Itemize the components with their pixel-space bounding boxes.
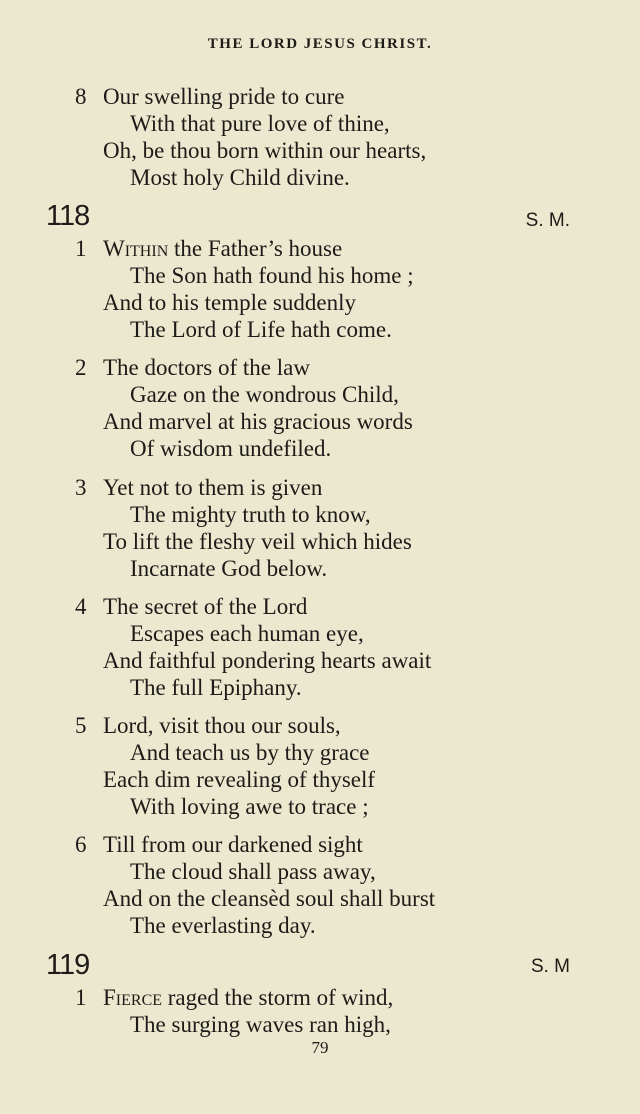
hymn-number: 118 (46, 200, 90, 232)
stanza-number: 6 (75, 832, 87, 857)
verse-line (103, 237, 342, 260)
verse-line: The surging waves ran high, (130, 1012, 391, 1037)
verse-line: And on the cleansèd soul shall burst (103, 886, 436, 911)
hymn-meter: S. M. (525, 210, 570, 231)
verse-line: Each dim revealing of thyself (103, 767, 376, 792)
verse-line: The doctors of the law (103, 355, 310, 380)
stanza-number: 4 (75, 594, 87, 619)
hymn-number: 119 (46, 949, 90, 981)
first-line-rest: raged the storm of wind, (162, 985, 394, 1010)
verse-line: The full Epiphany. (130, 675, 302, 700)
stanza-number: 1 (75, 236, 87, 261)
verse-line: Of wisdom undefiled. (130, 436, 332, 461)
verse-line: Incarnate God below. (130, 556, 328, 581)
page-number: 79 (311, 1038, 329, 1057)
verse-line: Gaze on the wondrous Child, (130, 382, 399, 407)
verse-line: Yet not to them is given (103, 475, 323, 500)
verse-line: Our swelling pride to cure (103, 84, 345, 109)
verse-line: Escapes each human eye, (130, 621, 364, 646)
verse-line: The cloud shall pass away, (130, 859, 376, 884)
verse-line (103, 986, 393, 1009)
first-word: Fierce (103, 985, 163, 1010)
first-word: Within (103, 236, 169, 261)
verse-line: Lord, visit thou our souls, (103, 713, 341, 738)
verse-line: To lift the fleshy veil which hides (103, 529, 412, 554)
verse-line: Oh, be thou born within our hearts, (103, 138, 427, 163)
hymn-meter: S. M (530, 956, 570, 977)
verse-line: Till from our darkened sight (103, 832, 363, 857)
verse-line: Most holy Child divine. (130, 165, 350, 190)
verse-line: With loving awe to trace ; (130, 794, 369, 819)
verse-line: The mighty truth to know, (130, 502, 371, 527)
stanza-number: 8 (75, 84, 87, 109)
verse-line: The Son hath found his home ; (130, 263, 414, 288)
verse-line: And teach us by thy grace (130, 740, 370, 765)
first-line-rest: the Father’s house (168, 236, 343, 261)
stanza-number: 2 (75, 355, 87, 380)
verse-line: And faithful pondering hearts await (103, 648, 432, 673)
verse-line: The everlasting day. (130, 913, 316, 938)
verse-line: The Lord of Life hath come. (130, 317, 392, 342)
verse-line: And to his temple suddenly (103, 290, 356, 315)
stanza-number: 3 (75, 475, 87, 500)
running-head: THE LORD JESUS CHRIST. (207, 36, 433, 52)
stanza-number: 5 (75, 713, 87, 738)
verse-line: The secret of the Lord (103, 594, 308, 619)
verse-line: With that pure love of thine, (130, 111, 390, 136)
stanza-number: 1 (75, 985, 87, 1010)
verse-line: And marvel at his gracious words (103, 409, 413, 434)
